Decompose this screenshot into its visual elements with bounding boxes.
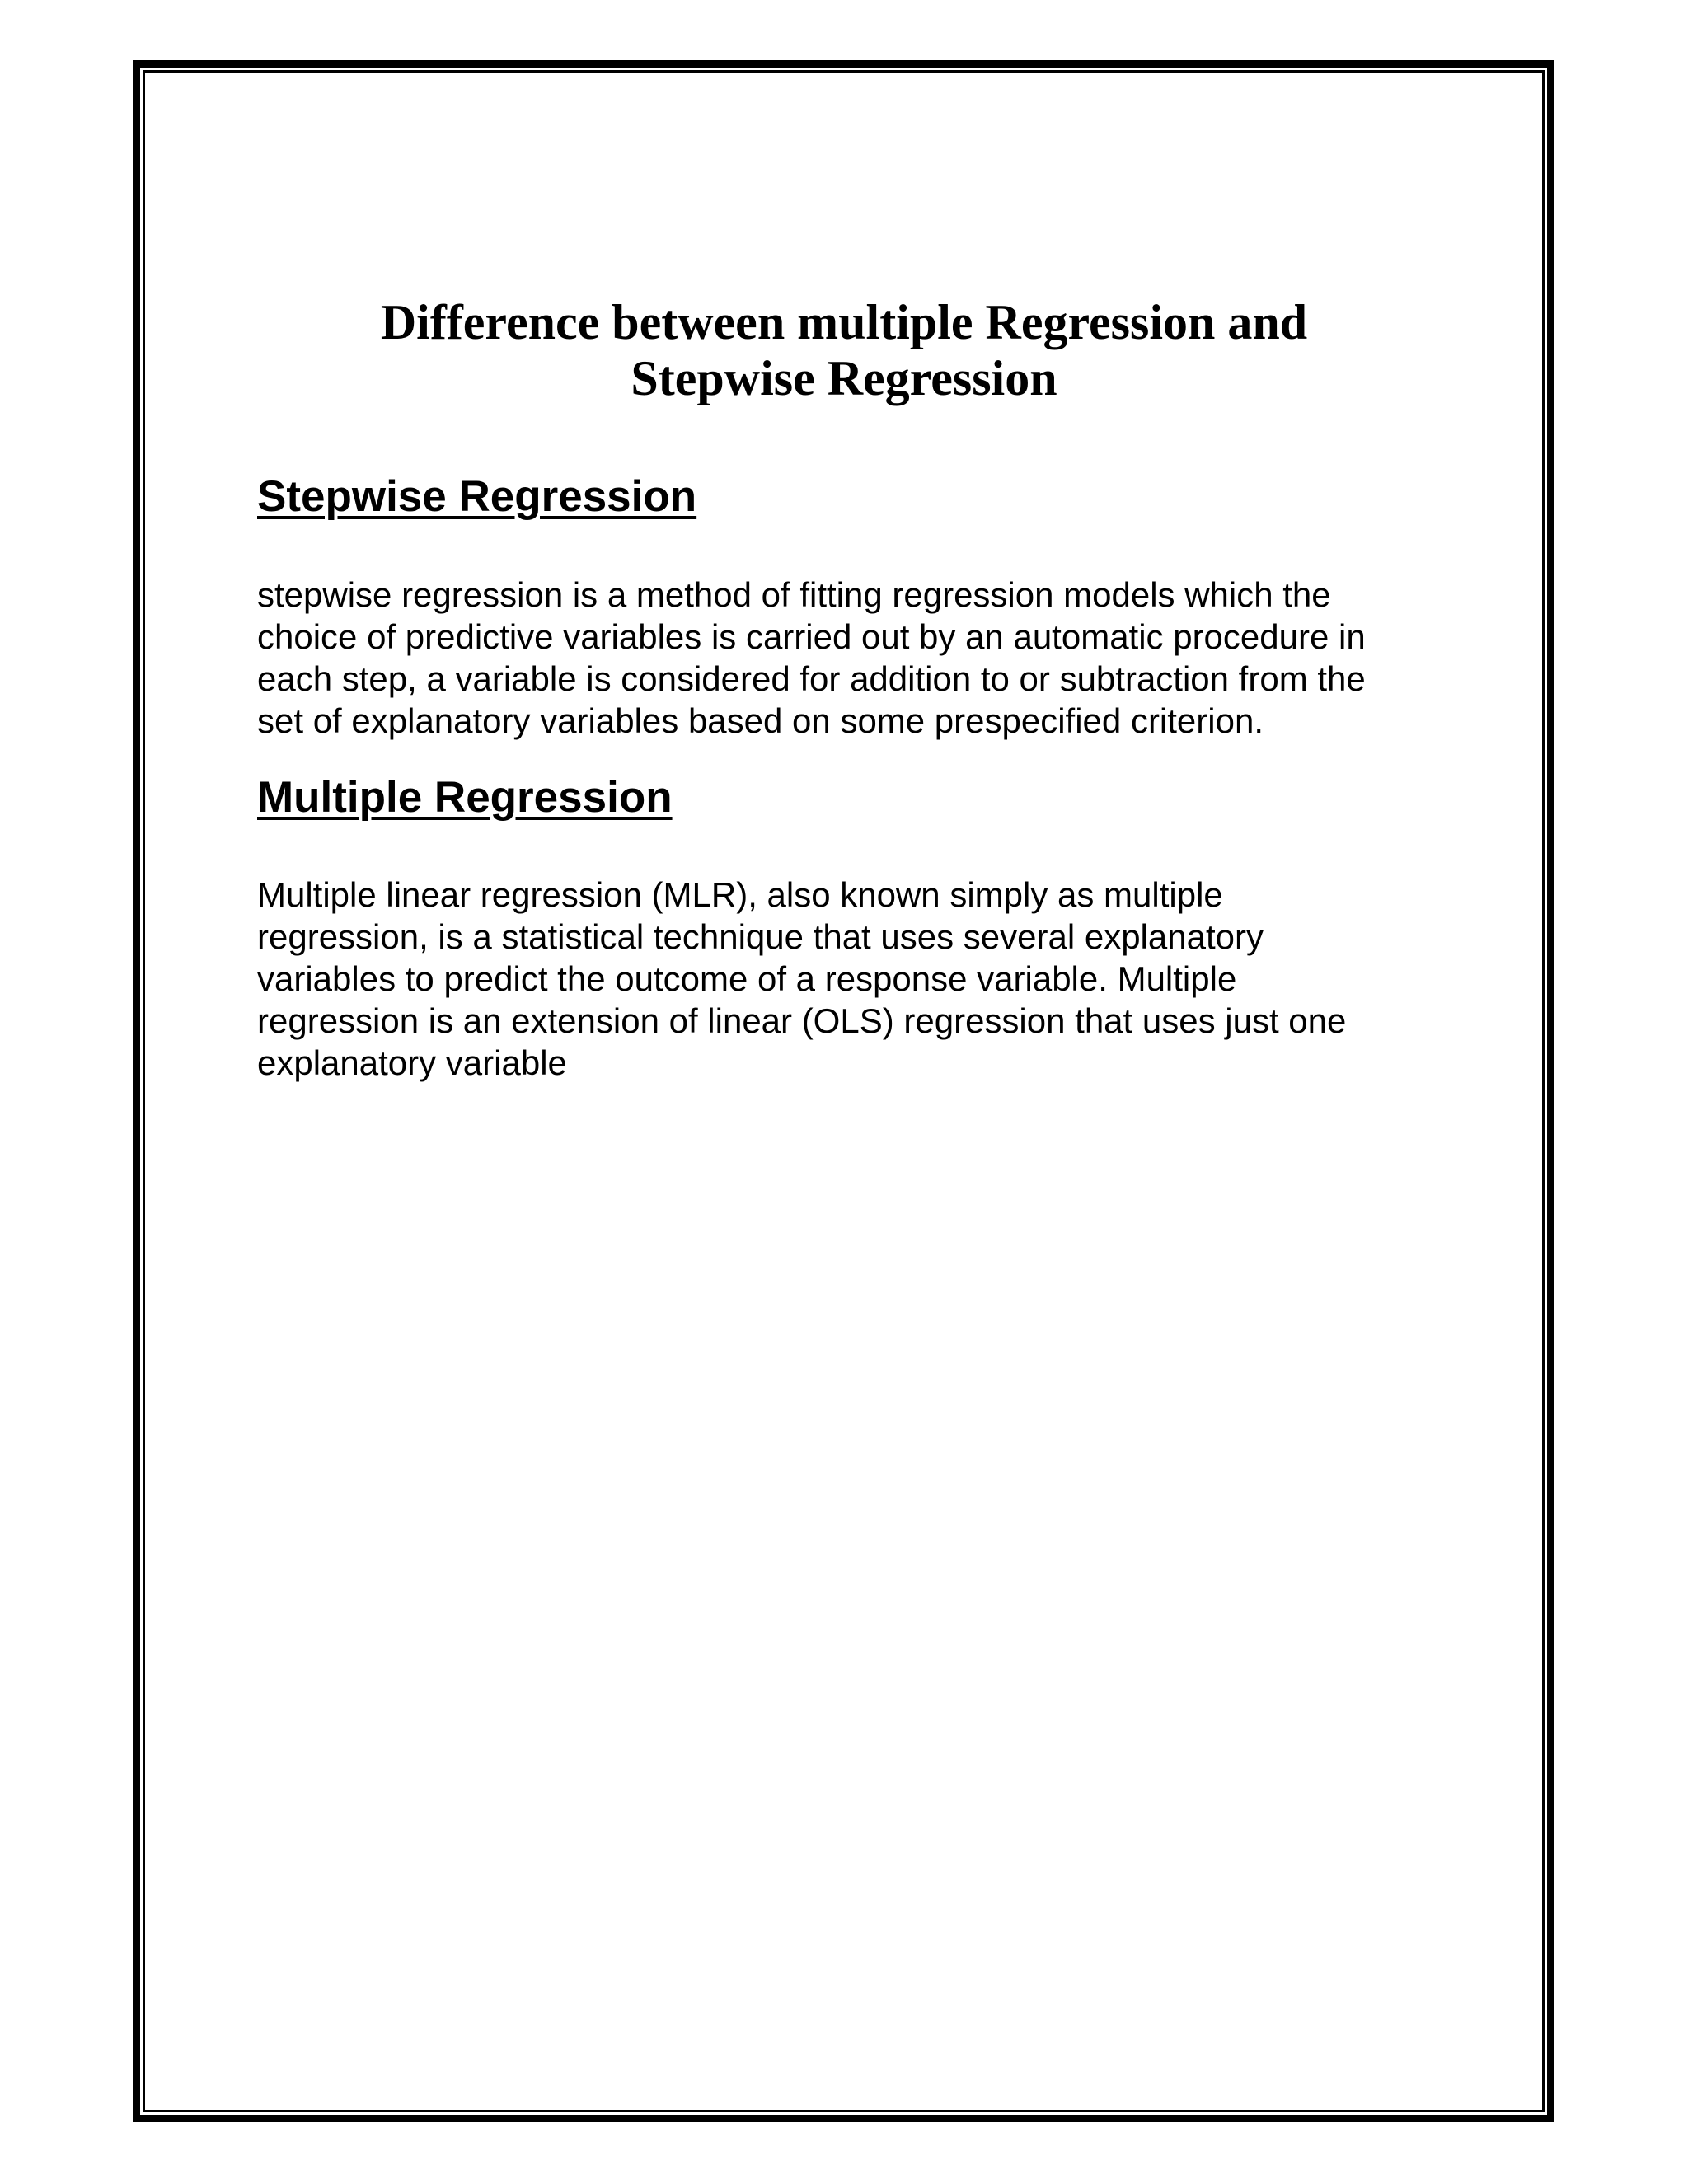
body-line: explanatory variable [257,1043,567,1082]
body-line: stepwise regression is a method of fitting regression models which the [257,575,1331,614]
body-line: choice of predictive variables is carried out by an automatic procedure in [257,617,1366,656]
body-line: regression, is a statistical technique that uses several explanatory [257,917,1264,956]
document-title-line: Stepwise Regression [631,351,1057,405]
body-line: regression is an extension of linear (OLS) regression that uses just one [257,1001,1347,1040]
body-line: each step, a variable is considered for addition to or subtraction from the [257,659,1366,698]
document-title-line: Difference between multiple Regression and [380,295,1308,349]
body-line: set of explanatory variables based on some prespecified criterion. [257,701,1264,740]
body-line: variables to predict the outcome of a response variable. Multiple [257,959,1237,998]
section-body-stepwise-regression [257,574,1493,742]
section-heading-stepwise-regression: Stepwise Regression [257,472,697,521]
section-body-multiple-regression [257,874,1493,1084]
section-heading-multiple-regression: Multiple Regression [257,773,673,822]
document-title [214,294,1474,406]
body-line: Multiple linear regression (MLR), also known simply as multiple [257,875,1223,914]
